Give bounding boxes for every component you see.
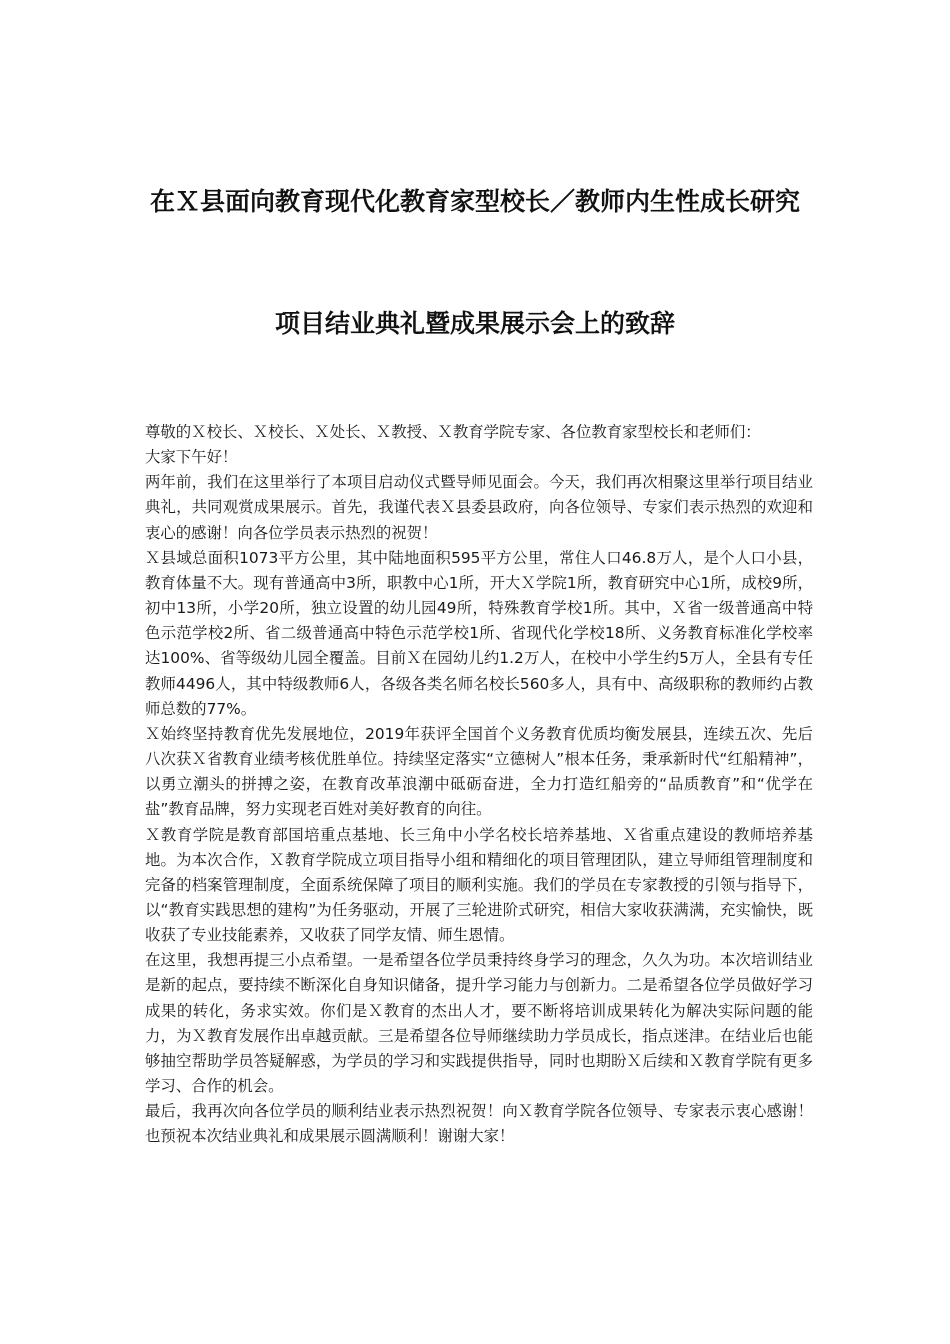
hopes-paragraph: 在这里，我想再提三小点希望。一是希望各位学员秉持终身学习的理念，久久为功。本次培训结业是新的起点，要持续不断深化自身知识储备，提升学习能力与创新力。二是希望各位学员做好学习成果的转化，务求实效。你们是Ｘ教育的杰出人才，要不断将培训成果转化为解决实际问题的能力，为Ｘ教育发展作出卓越贡献。三是希望各位导师继续助力学员成长，指点迷津。在结业后也能够抽空帮助学员答疑解惑，为学员的学习和实践提供指导，同时也期盼Ｘ后续和Ｘ教育学院有更多学习、合作的机会。 [145,951,813,1096]
greeting-paragraph: 大家下午好！ [145,448,238,467]
document-title-line-2: 项目结业典礼暨成果展示会上的致辞 [274,309,675,338]
salutation-paragraph: 尊敬的Ｘ校长、Ｘ校长、Ｘ处长、Ｘ教授、Ｘ教育学院专家、各位教育家型校长和老师们： [145,423,761,441]
closing-paragraph: 最后，我再次向各位学员的顺利结业表示热烈祝贺！向Ｘ教育学院各位领导、专家表示衷心感谢！也预祝本次结业典礼和成果展示圆满顺利！谢谢大家！ [145,1102,813,1146]
document-body [145,420,813,1150]
institute-paragraph: Ｘ教育学院是教育部国培重点基地、长三角中小学名校长培养基地、Ｘ省重点建设的教师培养基地。为本次合作，Ｘ教育学院成立项目指导小组和精细化的项目管理团队，建立导师组管理制度和完备的档案管理制度，全面系统保障了项目的顺利实施。我们的学员在专家教授的引领与指导下，以“教育实践思想的建构”为任务驱动，开展了三轮进阶式研究，相信大家收获满满，充实愉快，既收获了专业技能素养，又收获了同学友情、师生恩情。 [145,825,813,945]
education-priority-paragraph: Ｘ始终坚持教育优先发展地位，2019年获评全国首个义务教育优质均衡发展县，连续五次、先后八次获Ｘ省教育业绩考核优胜单位。持续坚定落实“立德树人”根本任务，秉承新时代“红船精神”，以勇立潮头的拼搏之姿，在教育改革浪潮中砥砺奋进，全力打造红船旁的“品质教育”和“优学在盐”教育品牌，努力实现老百姓对美好教育的向往。 [145,724,813,819]
document-title-line-1: 在Ｘ县面向教育现代化教育家型校长／教师内生性成长研究 [149,187,800,216]
county-overview-paragraph: Ｘ县域总面积1073平方公里，其中陆地面积595平方公里，常住人口46.8万人，是个人口小县，教育体量不大。现有普通高中3所，职教中心1所，开大Ｘ学院1所，教育研究中心1所，成校9所，初中13所，小学20所，独立设置的幼儿园49所，特殊教育学校1所。其中，Ｘ省一级普通高中特色示范学校2所、省二级普通高中特色示范学校1所、省现代化学校18所、义务教育标准化学校率达100%、省等级幼儿园全覆盖。目前Ｘ在园幼儿约1.2万人，在校中小学生约5万人，全县有专任教师4496人，其中特级教师6人，各级各类名师名校长560多人，具有中、高级职称的教师约占教师总数的77%。 [145,548,813,718]
opening-paragraph: 两年前，我们在这里举行了本项目启动仪式暨导师见面会。今天，我们再次相聚这里举行项目结业典礼，共同观赏成果展示。首先，我谨代表Ｘ县委县政府，向各位领导、专家们表示热烈的欢迎和衷心的感谢！向各位学员表示热烈的祝贺！ [145,473,813,542]
